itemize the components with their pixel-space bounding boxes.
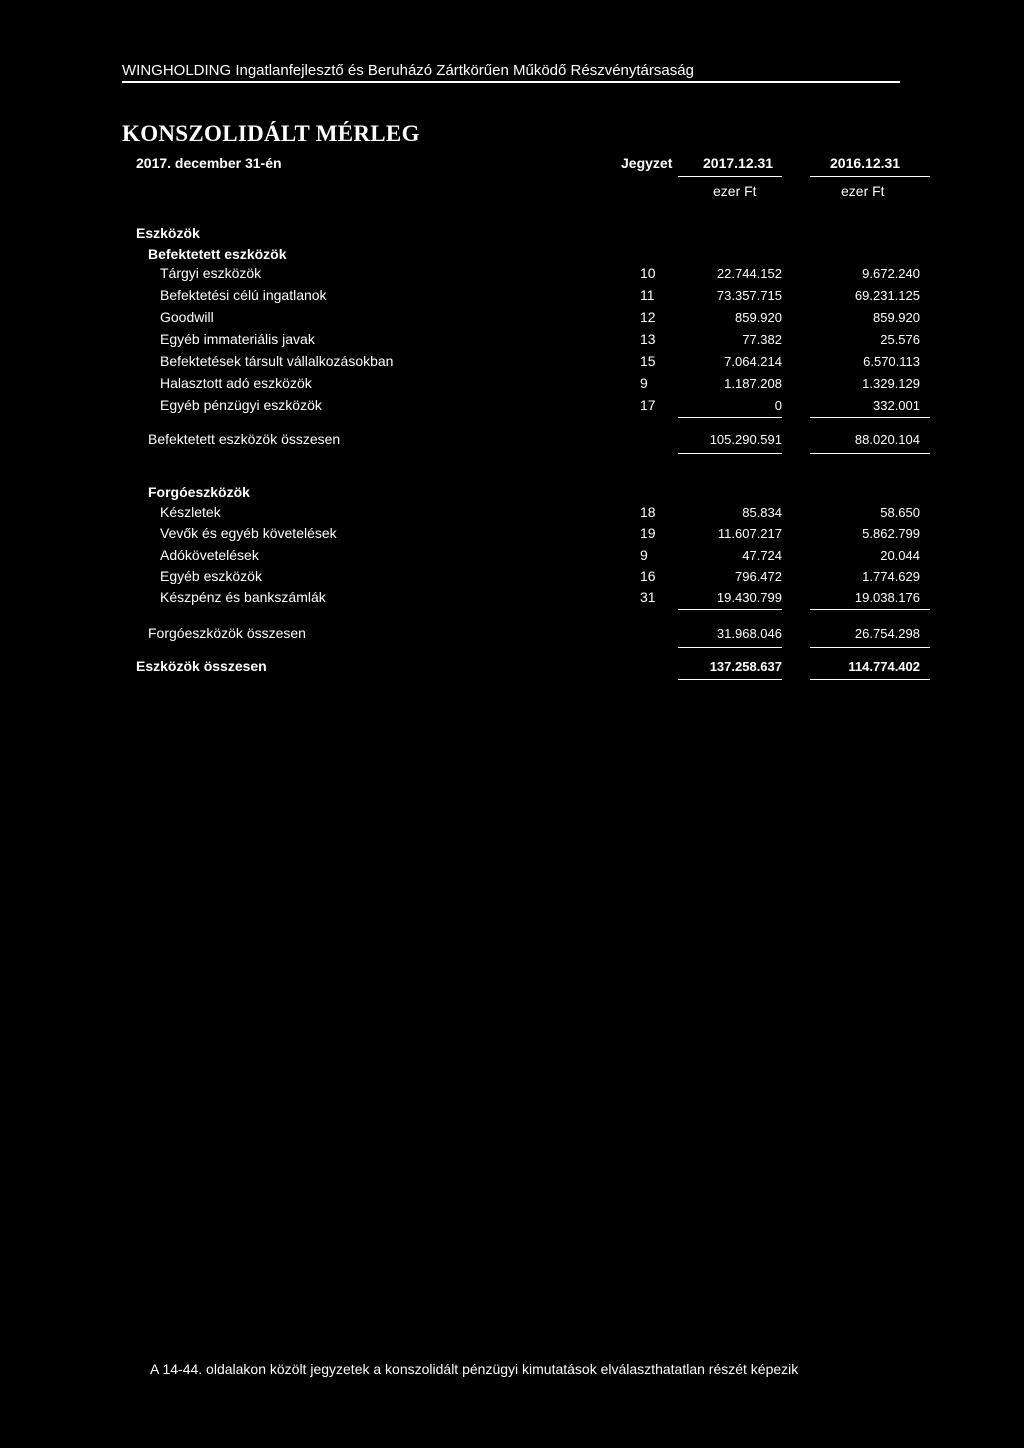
row-label: Egyéb pénzügyi eszközök [160, 397, 322, 413]
row-value-2016: 25.576 [880, 332, 920, 347]
row-label: Vevők és egyéb követelések [160, 525, 337, 542]
row-note: 9 [640, 546, 648, 563]
current-total-2016: 26.754.298 [854, 626, 920, 641]
year-2016-header: 2016.12.31 [830, 155, 901, 171]
row-value-2016: 19.038.176 [854, 590, 920, 605]
row-value-2017: 859.920 [735, 310, 782, 325]
row-value-2017: 77.382 [742, 332, 782, 347]
section-fixed-assets: Befektetett eszközök [148, 246, 287, 262]
assets-total-2016: 114.774.402 [848, 659, 920, 674]
row-note: 13 [640, 331, 656, 347]
date-label: 2017. december 31-én [136, 155, 282, 171]
header-rule [122, 81, 900, 83]
assets-total-2017: 137.258.637 [709, 659, 782, 674]
row-note: 18 [640, 504, 656, 520]
row-value-2016: 5.862.799 [862, 526, 920, 542]
row-label: Készletek [160, 504, 221, 520]
row-value-2017: 73.357.715 [716, 288, 782, 303]
row-note: 12 [640, 309, 656, 325]
fixed-total-2016: 88.020.104 [854, 432, 920, 447]
row-underline-2017 [678, 609, 782, 610]
row-label: Tárgyi eszközök [160, 265, 262, 281]
row-value-2017: 7.064.214 [724, 354, 782, 369]
row-label: Befektetések társult vállalkozásokban [160, 353, 394, 369]
assets-total-underline-2017 [678, 679, 782, 680]
row-label: Halasztott adó eszközök [160, 375, 312, 391]
row-value-2017: 47.724 [742, 547, 782, 563]
row-value-2016: 6.570.113 [863, 354, 920, 369]
row-underline-2016 [810, 417, 930, 418]
fixed-total-underline-2017 [678, 453, 782, 454]
row-label: Befektetési célú ingatlanok [160, 287, 327, 303]
row-value-2017: 22.744.152 [716, 266, 782, 281]
section-assets: Eszközök [136, 225, 200, 241]
fixed-total-underline-2016 [810, 453, 930, 454]
row-value-2016: 332.001 [873, 398, 920, 413]
row-value-2016: 58.650 [880, 505, 920, 520]
row-label: Egyéb immateriális javak [160, 331, 315, 347]
row-label: Adókövetelések [160, 546, 259, 563]
row-note: 10 [640, 265, 656, 281]
row-value-2016: 859.920 [873, 310, 920, 325]
row-value-2017: 11.607.217 [717, 526, 782, 542]
row-value-2017: 85.834 [742, 505, 782, 520]
year-2016-underline [810, 176, 930, 177]
current-total-underline-2016 [810, 647, 930, 648]
fixed-total-label: Befektetett eszközök összesen [148, 431, 341, 447]
row-value-2017: 0 [774, 398, 782, 413]
row-value-2016: 9.672.240 [862, 266, 920, 281]
footer-note: A 14-44. oldalakon közölt jegyzetek a konszolidált pénzügyi kimutatások elválaszthatatlan részét képezik [150, 1361, 799, 1377]
fixed-total-2017: 105.290.591 [709, 432, 782, 447]
assets-total-underline-2016 [810, 679, 930, 680]
current-total-underline-2017 [678, 647, 782, 648]
year-2017-underline [678, 176, 782, 177]
unit-2017: ezer Ft [713, 183, 757, 199]
row-label: Készpénz és bankszámlák [160, 589, 326, 605]
row-note: 31 [640, 589, 656, 605]
row-label: Goodwill [160, 309, 214, 325]
row-value-2016: 1.329.129 [862, 376, 920, 391]
row-value-2016: 1.774.629 [862, 568, 920, 584]
current-total-2017: 31.968.046 [716, 626, 782, 641]
row-note: 15 [640, 353, 656, 369]
current-total-label: Forgóeszközök összesen [148, 625, 306, 641]
row-note: 9 [640, 375, 648, 391]
assets-total-label: Eszközök összesen [136, 658, 267, 674]
row-underline-2016 [810, 609, 930, 610]
row-value-2017: 19.430.799 [716, 590, 782, 605]
company-header: WINGHOLDING Ingatlanfejlesztő és Beruházó Zártkörűen Működő Részvénytársaság [122, 62, 694, 79]
row-value-2016: 20.044 [880, 547, 920, 563]
row-underline-2017 [678, 417, 782, 418]
row-note: 11 [640, 287, 655, 303]
row-note: 17 [640, 397, 656, 413]
unit-2016: ezer Ft [841, 183, 885, 199]
year-2017-header: 2017.12.31 [703, 155, 774, 171]
section-current-assets: Forgóeszközök [148, 484, 250, 500]
row-note: 16 [640, 567, 656, 584]
note-column-header: Jegyzet [621, 155, 673, 171]
page-title: KONSZOLIDÁLT MÉRLEG [122, 121, 420, 146]
row-note: 19 [640, 525, 656, 542]
row-value-2016: 69.231.125 [854, 288, 920, 303]
row-value-2017: 796.472 [735, 568, 782, 584]
row-label: Egyéb eszközök [160, 567, 262, 584]
row-value-2017: 1.187.208 [724, 376, 782, 391]
